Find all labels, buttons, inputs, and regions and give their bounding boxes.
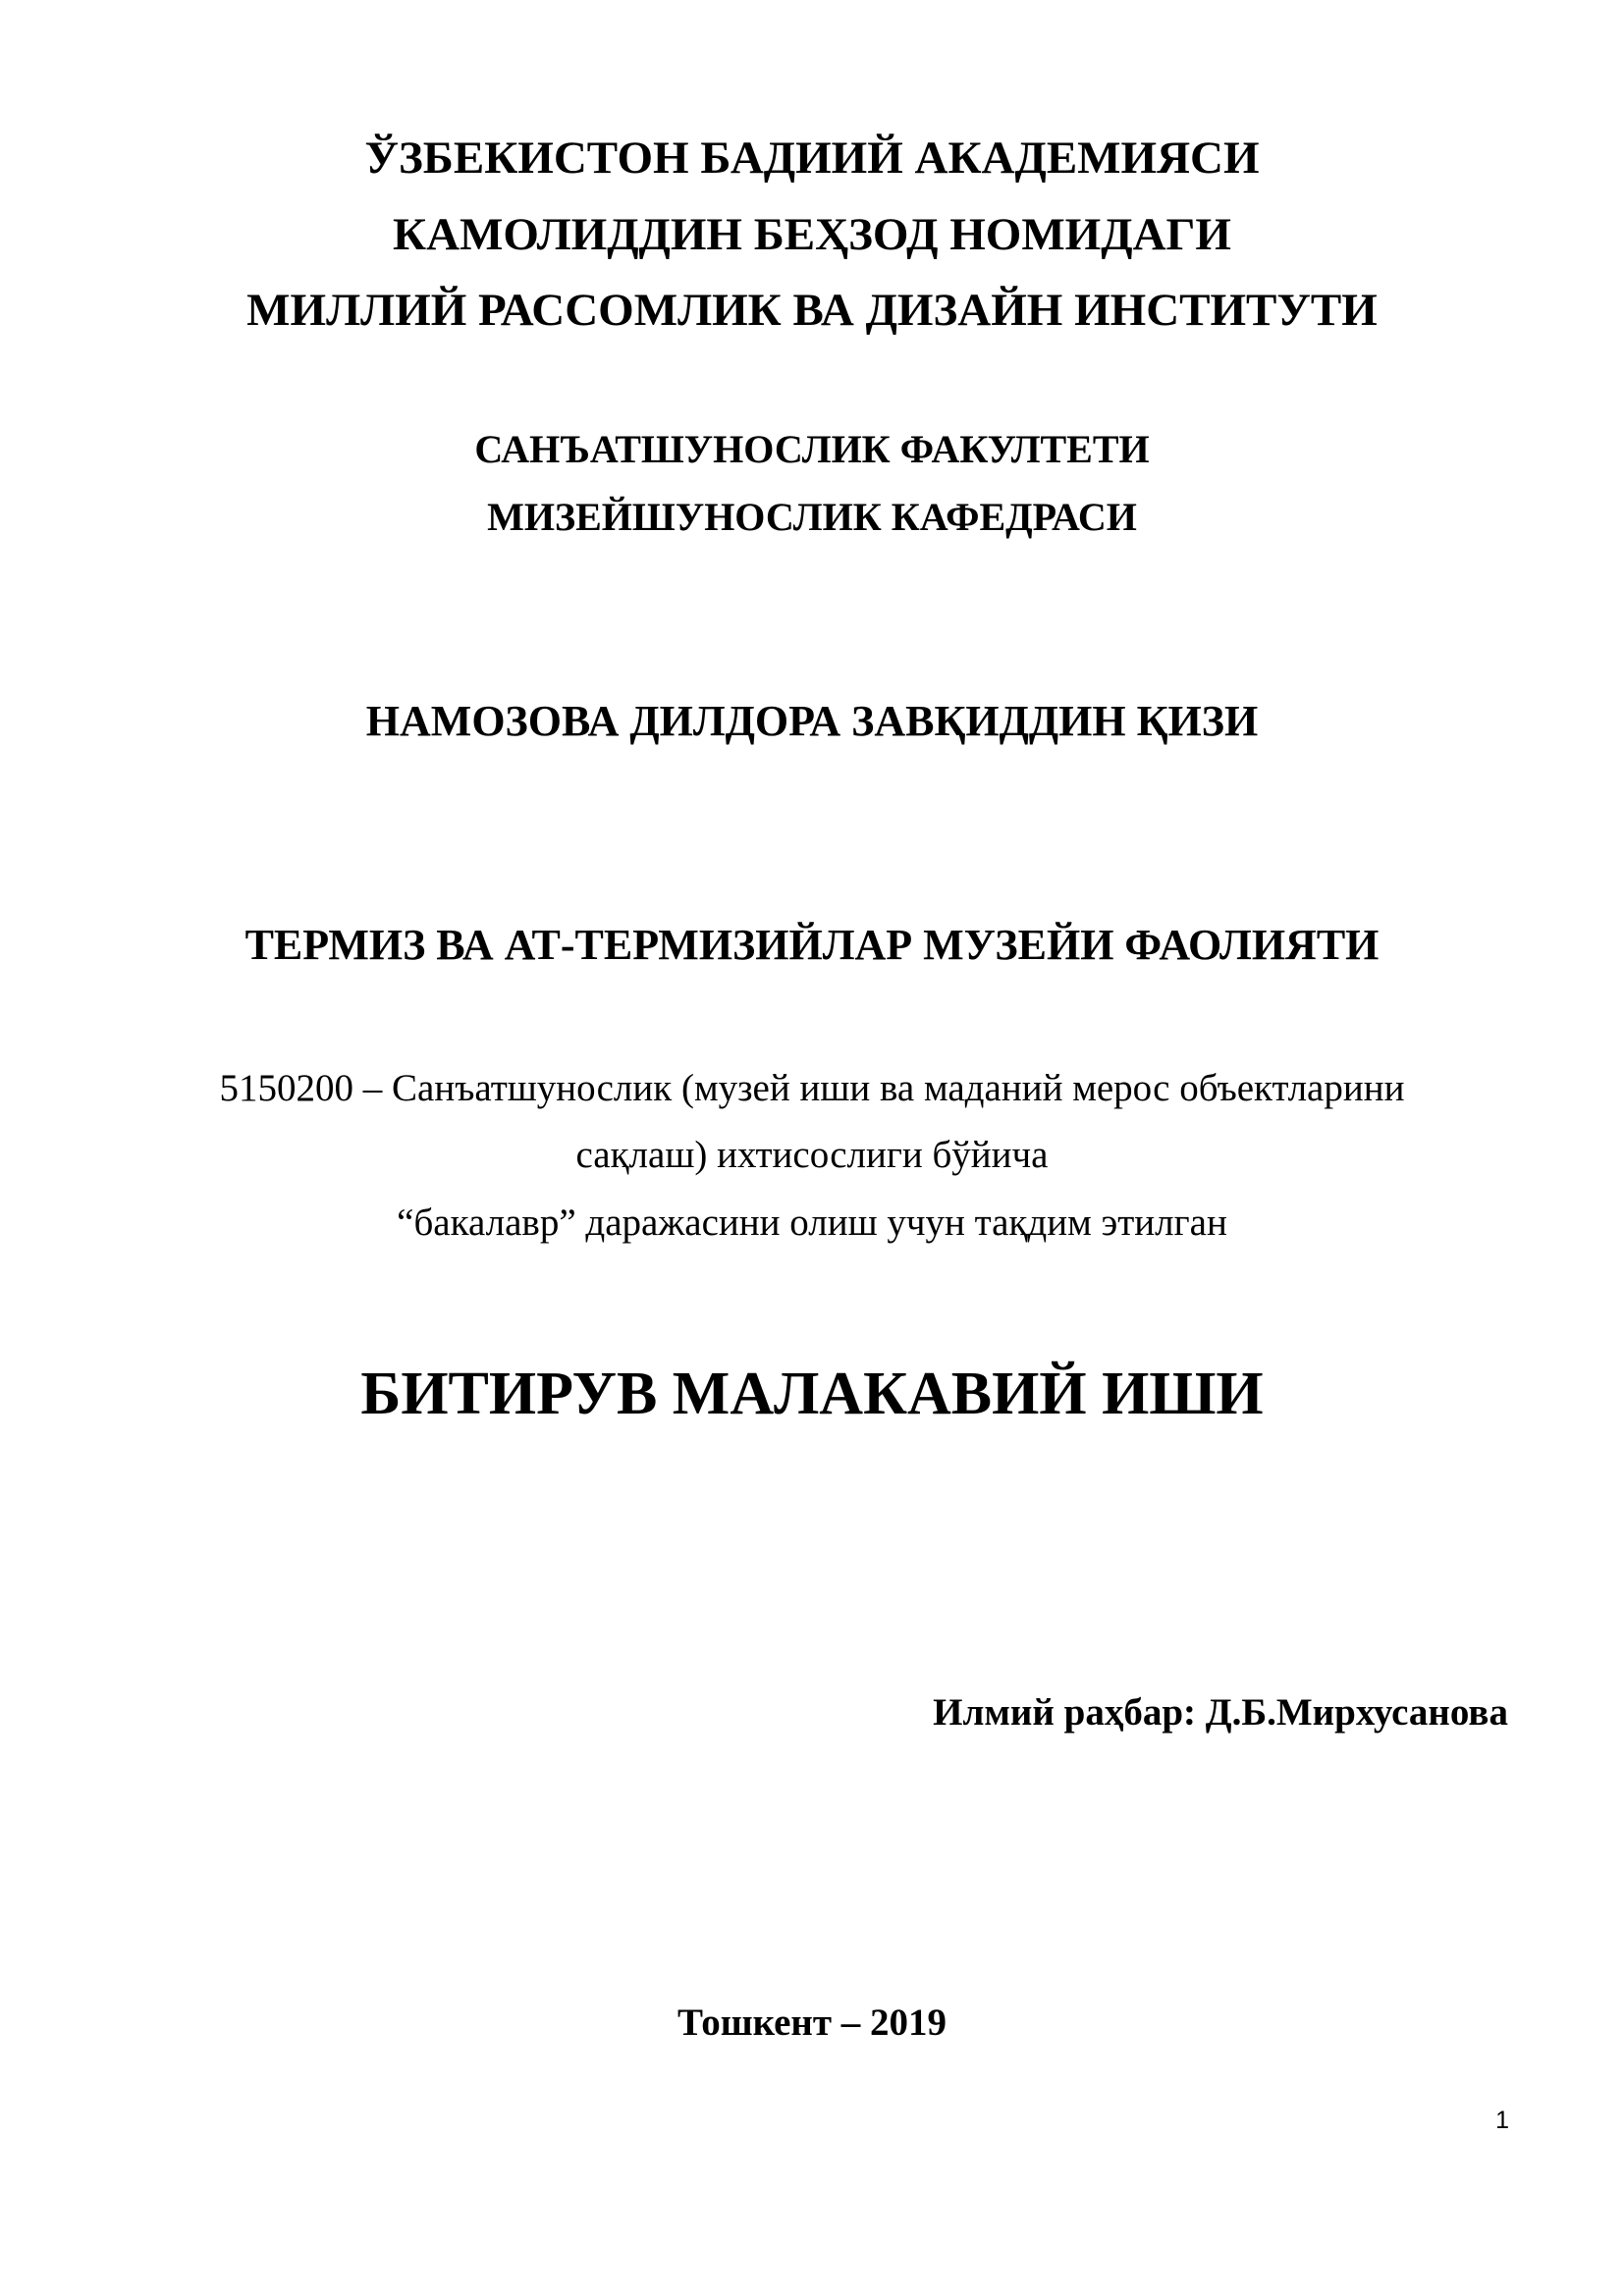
faculty-name: САНЪАТШУНОСЛИК ФАКУЛТЕТИ [474, 427, 1150, 471]
page-number: 1 [1495, 2107, 1509, 2134]
work-title: БИТИРУВ МАЛАКАВИЙ ИШИ [360, 1361, 1264, 1427]
institution-line-2: КАМОЛИДДИН БЕҲЗОД НОМИДАГИ [393, 209, 1231, 260]
supervisor: Илмий раҳбар: Д.Б.Мирхусанова [933, 1691, 1508, 1734]
institution-line-3: МИЛЛИЙ РАССОМЛИК ВА ДИЗАЙН ИНСТИТУТИ [246, 285, 1378, 336]
specialty-line-3: “бакалавр” даражасини олиш учун тақдим этилган [397, 1201, 1227, 1244]
specialty-line-2: сақлаш) ихтисослиги бўйича [575, 1134, 1049, 1176]
specialty-line-1: 5150200 – Санъатшунослик (музей иши ва маданий мерос объектларини [219, 1067, 1405, 1109]
author-name: НАМОЗОВА ДИЛДОРА ЗАВҚИДДИН ҚИЗИ [365, 697, 1259, 745]
thesis-topic: ТЕРМИЗ ВА АТ-ТЕРМИЗИЙЛАР МУЗЕЙИ ФАОЛИЯТИ [244, 921, 1380, 969]
institution-line-1: ЎЗБЕКИСТОН БАДИИЙ АКАДЕМИЯСИ [364, 133, 1260, 184]
city-year: Тошкент – 2019 [677, 2002, 947, 2044]
department-name: МИЗЕЙШУНОСЛИК КАФЕДРАСИ [487, 495, 1137, 539]
